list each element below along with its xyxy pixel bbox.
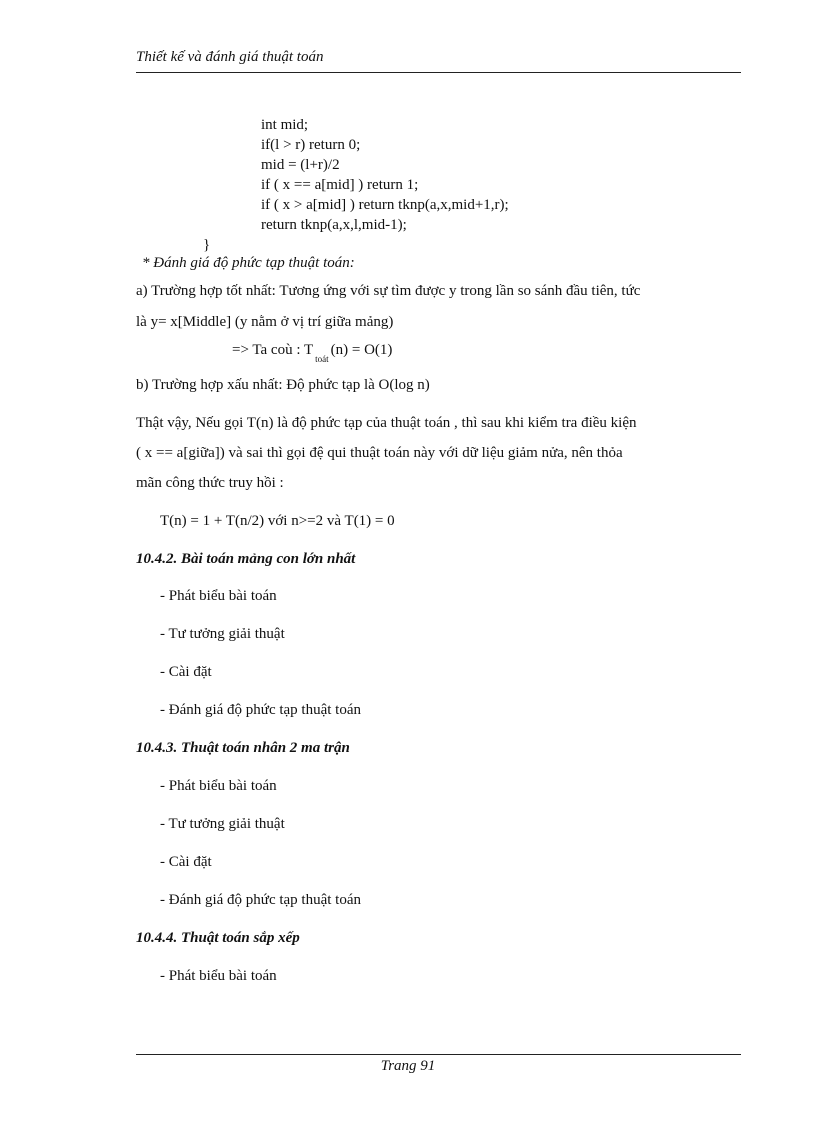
best-case-line: a) Trường hợp tốt nhất: Tương ứng với sự tìm được y trong lần so sánh đầu tiên, tức xyxy=(136,283,641,299)
formula-suffix: (n) = O(1) xyxy=(330,342,393,358)
paragraph-line: Thật vậy, Nếu gọi T(n) là độ phức tạp của thuật toán , thì sau khi kiểm tra điều kiện xyxy=(136,415,637,431)
code-line: if ( x == a[mid] ) return 1; xyxy=(261,177,419,193)
paragraph-line: ( x == a[giữa]) và sai thì gọi đệ qui thuật toán này với dữ liệu giảm nửa, nên thỏa xyxy=(136,445,623,461)
code-line: int mid; xyxy=(261,117,309,133)
list-item: - Cài đặt xyxy=(160,854,212,870)
code-closing-brace: } xyxy=(203,237,211,253)
section-heading: 10.4.2. Bài toán mảng con lớn nhất xyxy=(136,551,356,567)
list-item: - Đánh giá độ phức tạp thuật toán xyxy=(160,702,361,718)
list-item: - Tư tưởng giải thuật xyxy=(160,626,285,642)
best-case-continuation: là y= x[Middle] (y nằm ở vị trí giữa mảng) xyxy=(136,314,394,330)
footer-rule xyxy=(136,1054,741,1055)
list-item: - Phát biểu bài toán xyxy=(160,588,277,604)
list-item: - Đánh giá độ phức tạp thuật toán xyxy=(160,892,361,908)
header-rule xyxy=(136,72,741,73)
formula-prefix: => Ta coù : T xyxy=(232,342,314,358)
list-item: - Phát biểu bài toán xyxy=(160,778,277,794)
code-line: if(l > r) return 0; xyxy=(261,137,361,153)
recurrence-formula: T(n) = 1 + T(n/2) với n>=2 và T(1) = 0 xyxy=(160,513,395,529)
best-case-formula xyxy=(232,342,393,364)
page-number: Trang 91 xyxy=(380,1058,436,1074)
paragraph-line: mãn công thức truy hồi : xyxy=(136,475,284,491)
code-line: mid = (l+r)/2 xyxy=(261,157,340,173)
list-item: - Tư tưởng giải thuật xyxy=(160,816,285,832)
code-line: if ( x > a[mid] ) return tknp(a,x,mid+1,r); xyxy=(261,197,509,213)
list-item: - Phát biểu bài toán xyxy=(160,968,277,984)
formula-subscript: toát xyxy=(315,354,329,364)
list-item: - Cài đặt xyxy=(160,664,212,680)
code-line: return tknp(a,x,l,mid-1); xyxy=(261,217,407,233)
section-heading: 10.4.4. Thuật toán sắp xếp xyxy=(136,930,300,946)
section-heading: 10.4.3. Thuật toán nhân 2 ma trận xyxy=(136,740,350,756)
page-header-title: Thiết kế và đánh giá thuật toán xyxy=(136,49,324,65)
complexity-heading: * Đánh giá độ phức tạp thuật toán: xyxy=(142,255,355,271)
worst-case-line: b) Trường hợp xấu nhất: Độ phức tạp là O(log n) xyxy=(136,377,430,393)
